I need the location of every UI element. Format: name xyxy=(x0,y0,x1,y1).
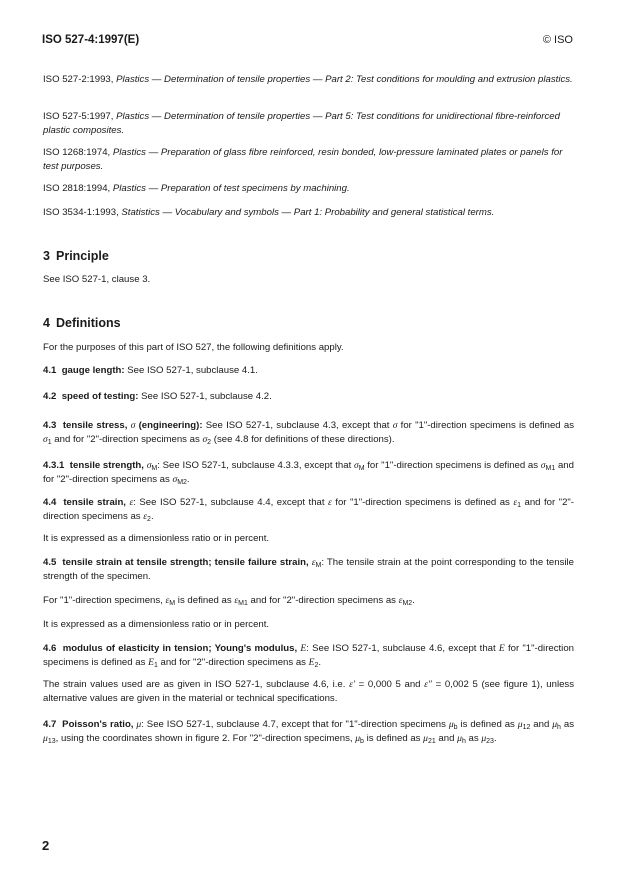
document-id: ISO 527-4:1997(E) xyxy=(42,34,140,46)
reference-item: ISO 527-5:1997, Plastics — Determination of tensile properties — Part 5: Test conditions for unidirectional fibre-reinforced plastic composites. xyxy=(43,111,560,136)
reference-item: ISO 527-2:1993, Plastics — Determination of tensile properties — Part 2: Test conditions for moulding and extrusion plastics. xyxy=(43,74,573,85)
section-heading-principle: 3 Principle xyxy=(43,249,109,263)
section-heading-definitions: 4 Definitions xyxy=(43,316,121,330)
reference-item: ISO 3534-1:1993, Statistics — Vocabulary and symbols — Part 1: Probability and general statistical terms. xyxy=(43,207,495,218)
definition-4-1: 4.1 gauge length: See ISO 527-1, subclause 4.1. xyxy=(43,365,258,376)
paragraph: See ISO 527-1, clause 3. xyxy=(43,274,151,285)
definition-4-3: 4.3 tensile stress, σ (engineering): See ISO 527-1, subclause 4.3, except that σ for "1"-direction specimens is defined as $\sigma_1$ and for "2"-direction specimens as $\sigma_2$ (see 4.8 for definitions of these directions). xyxy=(43,420,575,446)
definition-4-4: 4.4 tensile strain, ε: See ISO 527-1, subclause 4.4, except that ε for "1"-direction specimens is defined as $\varepsilon_1$ and for "2"-direction specimens as $\varepsilon_2$. xyxy=(43,497,575,523)
page-number: 2 xyxy=(42,838,50,853)
reference-item: ISO 2818:1994, Plastics — Preparation of test specimens by machining. xyxy=(43,183,350,194)
definition-4-7: 4.7 Poisson's ratio, μ: See ISO 527-1, subclause 4.7, except that for "1"-direction specimens $\mu_b$ is defined as $\mu_{12}$ and $\mu_h$ as $\mu_{13}$, using the coordinates shown in figure 2. For "2"-direction specimens, $\mu_b$ is defined as $\mu_{21}$ and $\mu_h$ as $\mu_{23}$. xyxy=(43,719,574,745)
definition-4-3-1: 4.3.1 tensile strength, $\sigma_M$: See ISO 527-1, subclause 4.3.3, except that $\sigma_M$ for "1"-direction specimens is defined as $\sigma_{M1}$ and for "2"-direction specimens as $\sigma_{M2}$. xyxy=(43,460,574,486)
paragraph: For "1"-direction specimens, $\varepsilon_M$ is defined as $\varepsilon_{M1}$ and for "2"-direction specimens as $\varepsilon_{M2}$. xyxy=(43,595,415,607)
definition-4-5: 4.5 tensile strain at tensile strength; tensile failure strain, $\varepsilon_M$: The tensile strain at the point corresponding to the tensile strength of the specimen. xyxy=(43,557,574,582)
definition-4-2: 4.2 speed of testing: See ISO 527-1, subclause 4.2. xyxy=(43,391,272,402)
copyright-mark: © ISO xyxy=(542,34,573,46)
paragraph: For the purposes of this part of ISO 527, the following definitions apply. xyxy=(43,342,344,353)
definition-4-6: 4.6 modulus of elasticity in tension; Young's modulus, E: See ISO 527-1, subclause 4.6, except that E for "1"-direction specimens is defined as $E_1$ and for "2"-direction specimens as $E_2$. xyxy=(43,643,574,669)
paragraph: The strain values used are as given in ISO 527-1, subclause 4.6, i.e. ε′ = 0,000 5 and ε″ = 0,002 5 (see figure 1), unless alternative values are given in the material or technical specifications. xyxy=(43,679,574,704)
reference-item: ISO 1268:1974, Plastics — Preparation of glass fibre reinforced, resin bonded, low-pressure laminated plates or panels for test purposes. xyxy=(43,147,563,172)
paragraph: It is expressed as a dimensionless ratio or in percent. xyxy=(43,619,270,630)
paragraph: It is expressed as a dimensionless ratio or in percent. xyxy=(43,533,270,544)
